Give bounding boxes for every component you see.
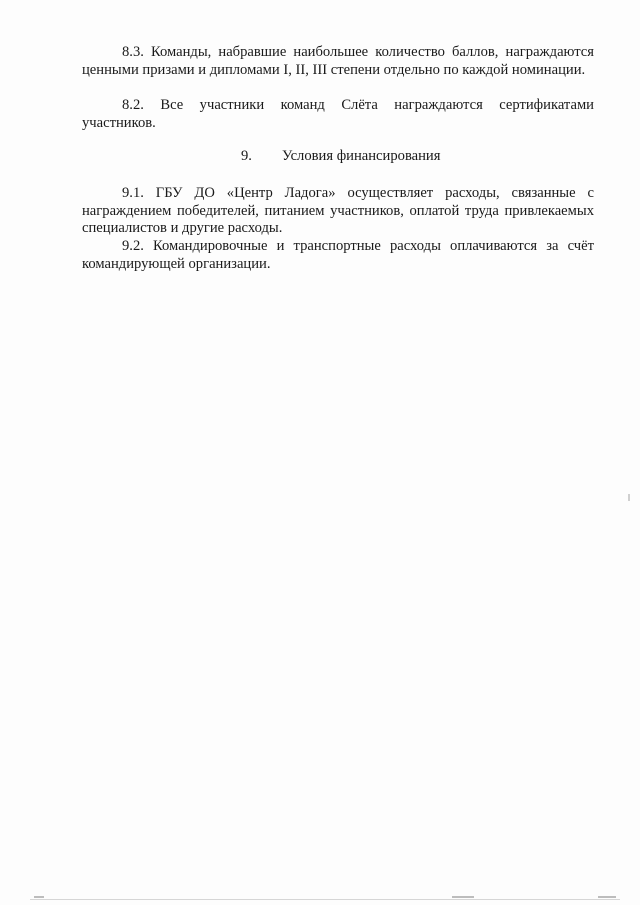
scan-artifact (34, 896, 44, 898)
scan-artifact (598, 896, 616, 898)
scan-artifact (628, 494, 630, 501)
section-title: Условия финансирования (282, 148, 441, 164)
paragraph-8-3 (82, 44, 594, 79)
paragraph-9-1 (82, 185, 594, 238)
paragraph-text: 8.2. Все участники команд Слёта награждаются сертификатами участников. (82, 97, 594, 131)
scan-artifact (452, 896, 474, 898)
scan-bottom-edge (30, 899, 620, 900)
paragraph-text: 9.1. ГБУ ДО «Центр Ладога» осуществляет расходы, связанные с награждением победителей, питанием участников, оплатой труда привлекаемых специалистов и другие расходы. (82, 185, 594, 237)
paragraph-text: 9.2. Командировочные и транспортные расходы оплачиваются за счёт командирующей организации. (82, 238, 594, 272)
paragraph-9-2 (82, 238, 594, 273)
paragraph-text: 8.3. Команды, набравшие наибольшее количество баллов, награждаются ценными призами и дипломами I, II, III степени отдельно по каждой номинации. (82, 44, 594, 78)
section-number: 9. (241, 148, 252, 164)
paragraph-8-2 (82, 97, 594, 132)
